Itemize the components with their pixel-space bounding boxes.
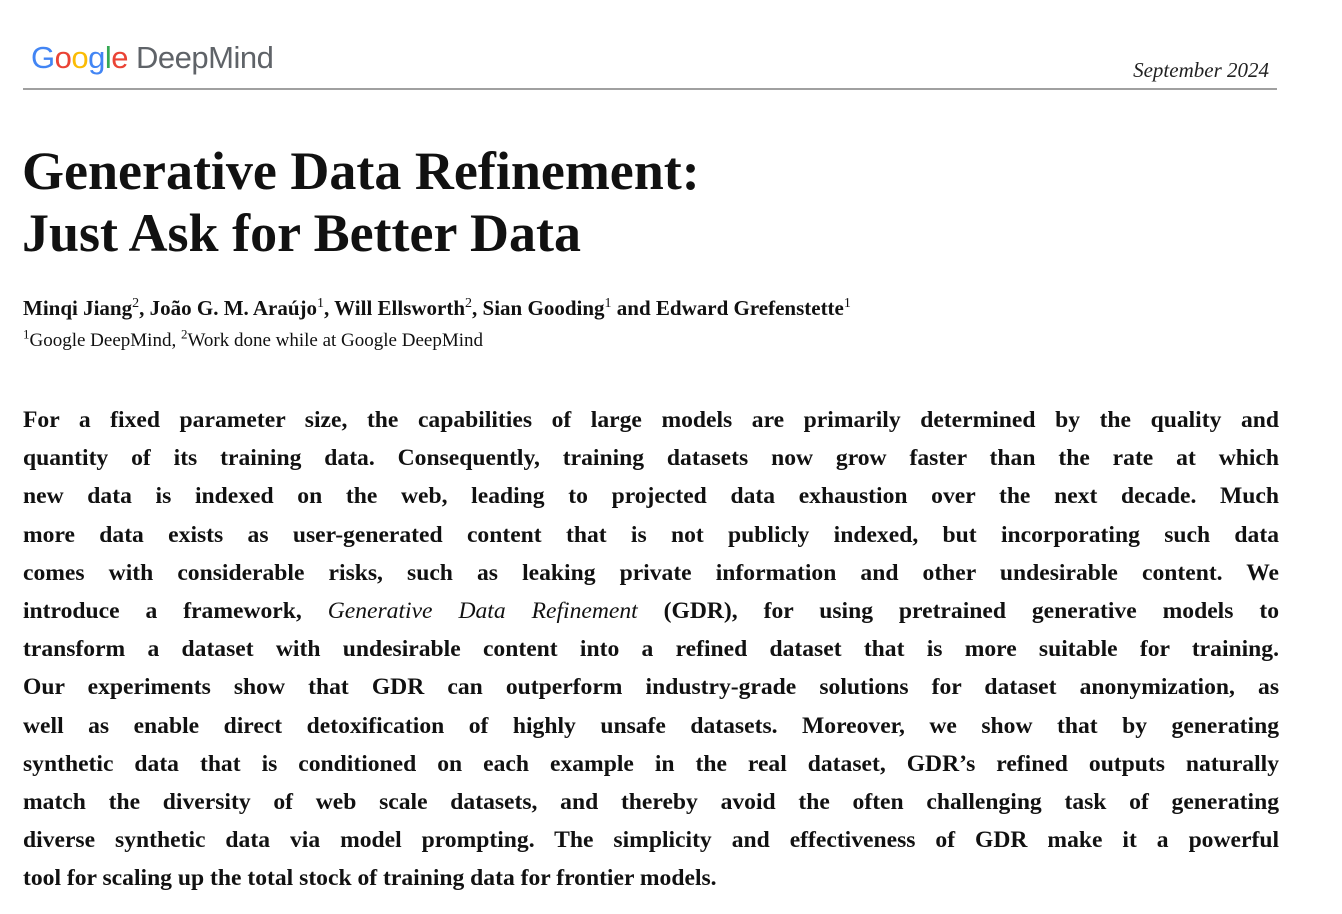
- author-name: Edward Grefenstette: [655, 296, 844, 320]
- abstract-line: Our experiments show that GDR can outperform industry-grade solutions for dataset anonymization, as: [23, 674, 1279, 701]
- abstract-line: new data is indexed on the web, leading to projected data exhaustion over the next decade. Much: [23, 483, 1279, 510]
- author-affiliation-mark: 2: [465, 296, 473, 311]
- abstract-line: well as enable direct detoxification of highly unsafe datasets. Moreover, we show that by generating: [23, 712, 1279, 739]
- title-line-2: Just Ask for Better Data: [22, 203, 581, 263]
- abstract-line: transform a dataset with undesirable content into a refined dataset that is more suitable for training.: [23, 636, 1279, 663]
- author-name: Minqi Jiang: [23, 296, 133, 320]
- abstract-line: introduce a framework, Generative Data Refinement (GDR), for using pretrained generative models to: [23, 598, 1279, 625]
- author-name: Will Ellsworth: [334, 296, 466, 320]
- abstract-line: For a fixed parameter size, the capabilities of large models are primarily determined by the quality and: [23, 407, 1279, 433]
- affiliations: $^1$Google DeepMind, $^2$Work done while at Google DeepMind: [23, 326, 483, 351]
- author-name: Sian Gooding: [482, 296, 605, 320]
- author-affiliation-mark: 2: [132, 296, 140, 311]
- logo-deepmind-text: DeepMind: [136, 40, 274, 75]
- author-affiliation-mark: 1: [843, 296, 851, 311]
- author-name: João G. M. Araújo: [149, 296, 318, 320]
- gdr-term: Generative Data Refinement: [327, 598, 638, 625]
- abstract-line: diverse synthetic data via model prompting. The simplicity and effectiveness of GDR make it a powerful: [23, 827, 1279, 854]
- page-header: [23, 36, 1277, 90]
- abstract-line: comes with considerable risks, such as leaking private information and other undesirable content. We: [23, 559, 1279, 586]
- publication-date: September 2024: [1133, 58, 1269, 82]
- author-affiliation-mark: 1: [317, 296, 325, 311]
- abstract-line: synthetic data that is conditioned on each example in the real dataset, GDR’s refined outputs naturally: [23, 750, 1279, 777]
- abstract-line: tool for scaling up the total stock of training data for frontier models.: [23, 865, 717, 892]
- author-affiliation-mark: 1: [604, 296, 612, 311]
- abstract: [23, 401, 1279, 898]
- author-list: Minqi Jiang$^2$, João G. M. Araújo$^1$, Will Ellsworth$^2$, Sian Gooding$^1$ and Edward Grefenstette$^1$: [23, 296, 851, 320]
- abstract-line: match the diversity of web scale datasets, and thereby avoid the often challenging task of generating: [23, 789, 1279, 816]
- abstract-line: quantity of its training data. Consequently, training datasets now grow faster than the rate at which: [23, 445, 1279, 472]
- abstract-line: more data exists as user-generated content that is not publicly indexed, but incorporating such data: [23, 521, 1279, 548]
- google-deepmind-logo: Google DeepMind: [31, 40, 274, 75]
- title-line-1: Generative Data Refinement:: [22, 141, 700, 201]
- paper-title: [22, 140, 700, 264]
